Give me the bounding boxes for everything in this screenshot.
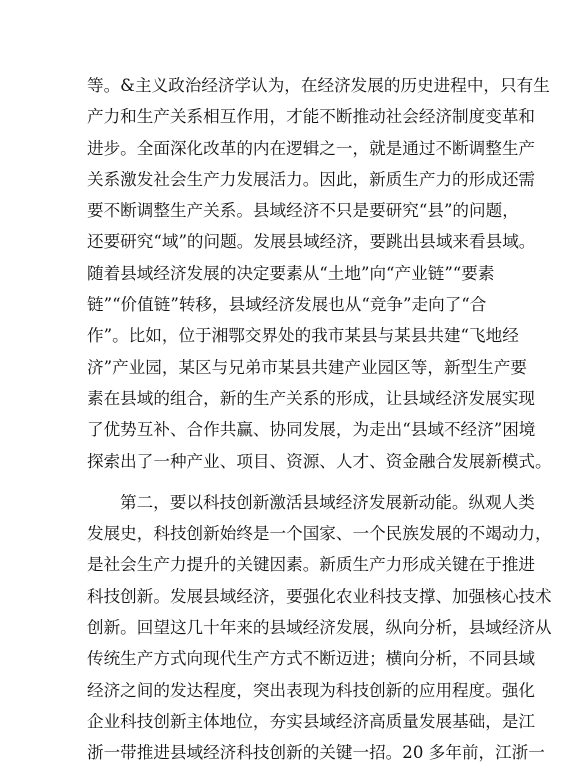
text-line: 创新。回望这几十年来的县域经济发展，纵向分析，县域经济从 (87, 618, 552, 638)
text-line: 经济之间的发达程度，突出表现为科技创新的应用程度。强化 (87, 680, 536, 700)
text-line: 发展史，科技创新始终是一个国家、一个民族发展的不竭动力， (87, 524, 552, 544)
text-line: 济”产业园，某区与兄弟市某县共建产业园区等，新型生产要 (87, 357, 527, 377)
text-line: 科技创新。发展县域经济，要强化农业科技支撑、加强核心技术 (87, 586, 552, 606)
text-line: 产力和生产关系相互作用，才能不断推动社会经济制度变革和 (87, 107, 536, 127)
text-line: 还要研究“域”的问题。发展县域经济，要跳出县域来看县域。 (87, 232, 536, 252)
text-line: 浙一带推进县域经济科技创新的关键一招。20 多年前，江浙一 (87, 743, 545, 763)
text-line: 等。&主义政治经济学认为，在经济发展的历史进程中，只有生 (87, 76, 550, 95)
body-text (87, 70, 552, 769)
paragraph-1 (87, 70, 552, 477)
text-line: 要不断调整生产关系。县域经济不只是要研究“县”的问题， (87, 201, 519, 221)
paragraph-spacer (87, 477, 500, 487)
text-line: 企业科技创新主体地位，夯实县域经济高质量发展基础，是江 (87, 711, 536, 731)
text-line: 探索出了一种产业、项目、资源、人才、资金融合发展新模式。 (87, 451, 552, 471)
text-line: 链”“价值链”转移，县域经济发展也从“竞争”走向了“合 (87, 295, 487, 315)
text-line: 是社会生产力提升的关键因素。新质生产力形成关键在于推进 (87, 555, 536, 575)
paragraph-2 (87, 487, 552, 769)
text-line: 作”。比如，位于湘鄂交界处的我市某县与某县共建“飞地经 (87, 326, 519, 346)
text-line: 关系激发社会生产力发展活力。因此，新质生产力的形成还需 (87, 169, 536, 189)
text-line: 随着县域经济发展的决定要素从“土地”向“产业链”“要素 (87, 263, 495, 283)
text-line: 进步。全面深化改革的内在逻辑之一，就是通过不断调整生产 (87, 138, 536, 158)
text-line: 传统生产方式向现代生产方式不断迈进；横向分析，不同县域 (87, 649, 536, 669)
text-line: 素在县域的组合，新的生产关系的形成，让县域经济发展实现 (87, 388, 536, 408)
text-line-first: 第二，要以科技创新激活县域经济发展新动能。纵观人类 (120, 492, 535, 512)
text-line: 了优势互补、合作共赢、协同发展，为走出“县域不经济”困境 (87, 420, 536, 440)
